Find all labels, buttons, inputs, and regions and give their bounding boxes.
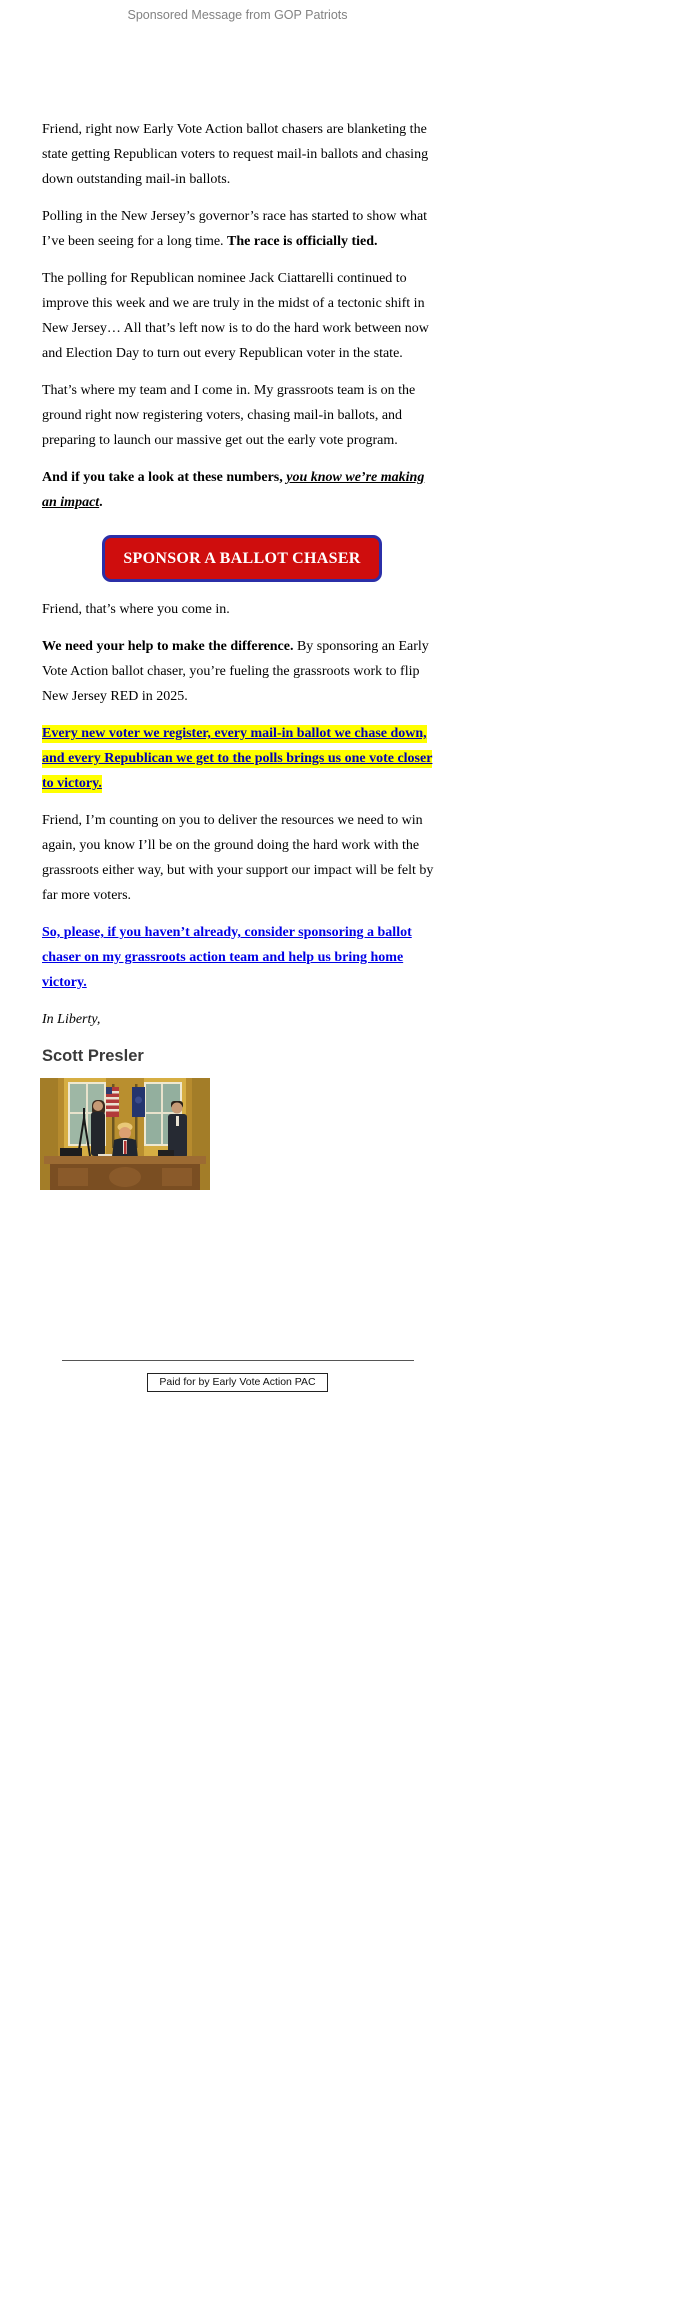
signoff: In Liberty,	[42, 1012, 101, 1027]
resolute-desk	[44, 1156, 206, 1190]
bold-text: .	[99, 495, 103, 510]
paragraph-text: Friend, that’s where you come in.	[42, 602, 230, 617]
sponsor-chaser-link[interactable]: So, please, if you haven’t already, consider sponsoring a ballot chaser on my grassroots action team and help us bring home victory.	[42, 925, 412, 990]
paragraph-text: Friend, right now Early Vote Action ballot chasers are blanketing the state getting Republican voters to request mail-in ballots and chasing down outstanding mail-in ballots.	[42, 122, 429, 187]
oval-office-photo	[40, 1078, 210, 1190]
paragraph-counting-on-you	[42, 808, 442, 908]
paragraph-impact	[42, 465, 442, 515]
paragraph-text: Polling in the New Jersey’s governor’s race has started to show what I’ve been seeing for a long time.	[42, 209, 428, 249]
paragraph-team	[42, 378, 442, 453]
paragraph-text: The polling for Republican nominee Jack Ciattarelli continued to improve this week and we are truly in the midst of a tectonic shift in New Jersey… All that’s left now is to do the hard work between now and Election Day to turn out every Republican voter in the state.	[42, 271, 429, 361]
email-footer	[0, 1360, 475, 1392]
paragraph-text: Friend, I’m counting on you to deliver the resources we need to win again, you know I’ll be on the ground doing the hard work with the grassroots either way, but with your support our impact will be felt by far more voters.	[42, 813, 434, 903]
sponsor-ballot-chaser-button[interactable]: SPONSOR A BALLOT CHASER	[102, 535, 381, 582]
bold-text: The race is officially tied.	[227, 234, 378, 249]
bold-text: And if you take a look at these numbers,	[42, 470, 287, 485]
yellow-highlight-link[interactable]: Every new voter we register, every mail-in ballot we chase down, and every Republican we get to the polls brings us one vote closer to victory.	[42, 726, 433, 791]
paid-for-disclaimer: Paid for by Early Vote Action PAC	[147, 1373, 327, 1392]
paragraph-polling	[42, 204, 442, 254]
paragraph-intro	[42, 117, 442, 192]
cta-row	[42, 535, 442, 582]
email-body	[0, 22, 475, 1190]
paragraph-where-you-come-in	[42, 597, 442, 622]
bold-text: We need your help to make the difference.	[42, 639, 294, 654]
paragraph-sponsor-link	[42, 920, 442, 995]
emphasized-underlined-text: you know we’re making an impact	[42, 470, 425, 510]
paragraph-ciattarelli	[42, 266, 442, 366]
woman-figure	[91, 1100, 105, 1156]
footer-divider	[62, 1360, 414, 1361]
paragraph-text: By sponsoring an Early Vote Action ballot chaser, you’re fueling the grassroots work to flip New Jersey RED in 2025.	[42, 639, 429, 704]
paragraph-need-help	[42, 634, 442, 709]
paragraph-highlighted	[42, 721, 442, 796]
sponsored-message-label: Sponsored Message from GOP Patriots	[127, 8, 348, 22]
paragraph-text: That’s where my team and I come in. My grassroots team is on the ground right now registering voters, chasing mail-in ballots, and preparing to launch our massive get out the early vote program.	[42, 383, 416, 448]
signature-name: Scott Presler	[42, 1047, 144, 1065]
email-column	[0, 0, 475, 1392]
